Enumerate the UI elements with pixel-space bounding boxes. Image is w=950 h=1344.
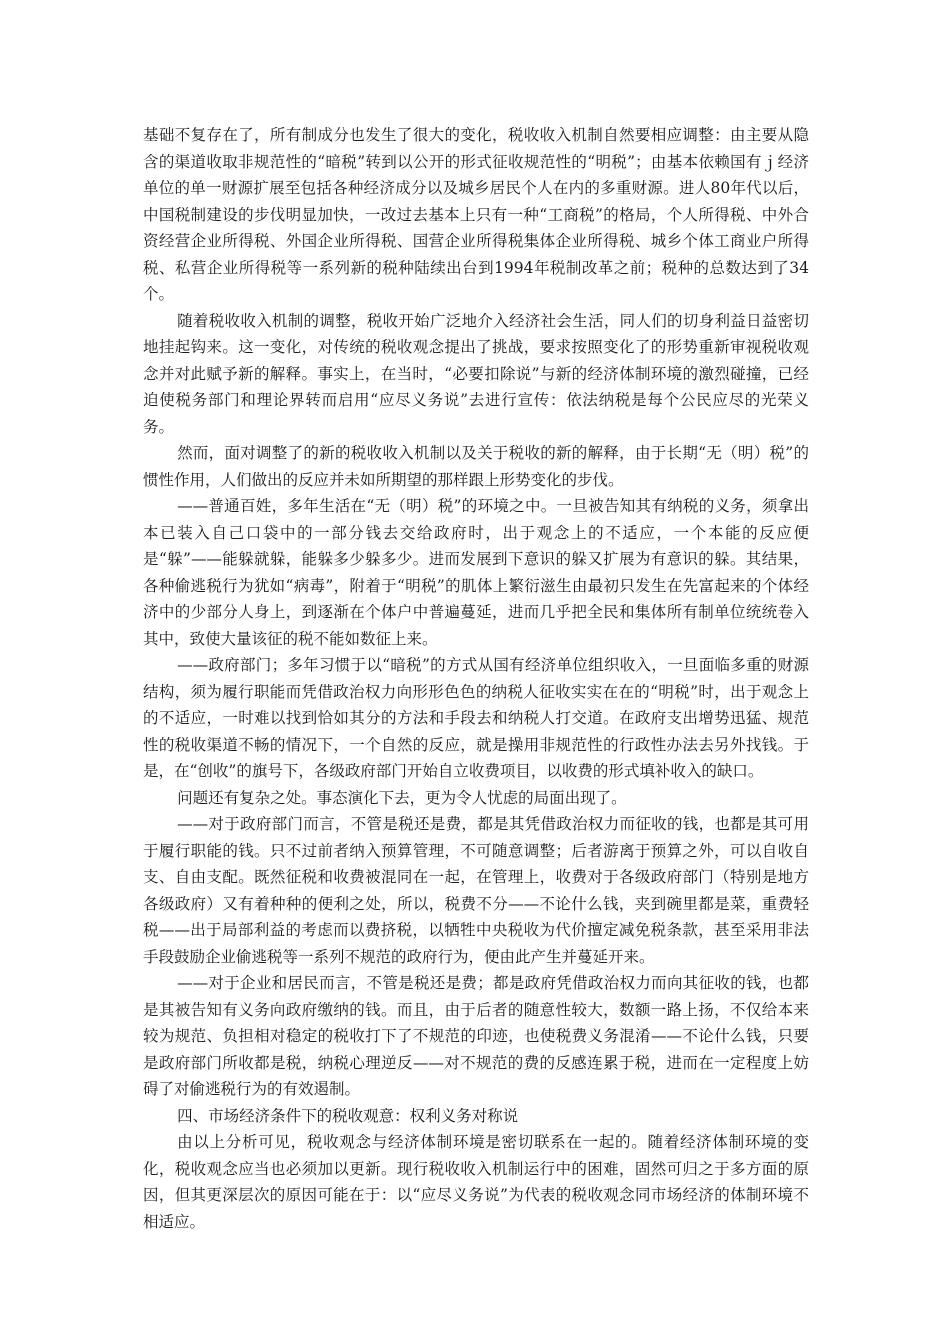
paragraph-7: ——对于政府部门而言，不管是税还是费，都是其凭借政治权力而征收的钱，也都是其可用于履行职能的钱。只不过前者纳入预算管理，不可随意调整；后者游离于预算之外，可以自收自支、自由支配。既然征税和收费被混同在一起，在管理上，收费对于各级政府部门（特别是地方各级政府）又有着种种的便利之处，所以，税费不分——不论什么钱，夹到碗里都是菜，重费轻税——出于局部利益的考虑而以费挤税，以牺牲中央税收为代价擅定减免税条款，甚至采用非法手段鼓励企业偷逃税等一系列不规范的政府行为，便由此产生并蔓延开来。: [143, 815, 809, 966]
paragraph-5: ——政府部门；多年习惯于以“暗税”的方式从国有经济单位组织收入，一旦面临多重的财源结构，须为履行职能而凭借政治权力向形形色色的纳税人征收实实在在的“明税”时，出于观念上的不适应，一时难以找到恰如其分的方法和手段去和纳税人打交道。在政府支出增势迅猛、规范性的税收渠道不畅的情况下，一个自然的反应，就是操用非规范性的行政性办法去另外找钱。于是，在“创收”的旗号下，各级政府部门开始自立收费项目，以收费的形式填补收入的缺口。: [143, 656, 809, 780]
paragraph-8: ——对于企业和居民而言，不管是税还是费；都是政府凭借政治权力而向其征收的钱，也都是其被告知有义务向政府缴纳的钱。而且，由于后者的随意性较大，数额一路上扬，不仅给本来较为规范、负担相对稳定的税收打下了不规范的印迹，也使税费义务混淆——不论什么钱，只要是政府部门所收都是税，纳税心理逆反——对不规范的费的反感连累于税，进而在一定程度上妨碍了对偷逃税行为的有效遏制。: [143, 974, 809, 1098]
paragraph-3: 然而，面对调整了的新的税收收入机制以及关于税收的新的解释，由于长期“无（明）税”的惯性作用，人们做出的反应并未如所期望的那样跟上形势变化的步伐。: [143, 444, 809, 489]
paragraph-6: 问题还有复杂之处。事态演化下去，更为令人忧虑的局面出现了。: [177, 788, 627, 807]
paragraph-9: 由以上分析可见，税收观念与经济体制环境是密切联系在一起的。随着经济体制环境的变化，税收观念应当也必须加以更新。现行税收收入机制运行中的困难，固然可归之于多方面的原因，但其更深层次的原因可能在于：以“应尽义务说”为代表的税收观念同市场经济的体制环境不相适应。: [143, 1133, 809, 1231]
paragraph-1: 基础不复存在了，所有制成分也发生了很大的变化，税收收入机制自然要相应调整：由主要从隐含的渠道收取非规范性的“暗税”转到以公开的形式征收规范性的“明税”；由基本依赖国有ｊ经济单位的单一财源扩展至包括各种经济成分以及城乡居民个人在内的多重财源。进人80年代以后，中国税制建设的步伐明显加快，一改过去基本上只有一种“工商税”的格局，个人所得税、中外合资经营企业所得税、外国企业所得税、国营企业所得税集体企业所得税、城乡个体工商业户所得税、私营企业所得税等一系列新的税种陆续出台到1994年税制改革之前；税种的总数达到了34个。: [143, 126, 809, 303]
section-heading: 四、市场经济条件下的税收观意：权利义务对称说: [177, 1106, 519, 1125]
document-body: [143, 122, 809, 1235]
paragraph-4: ——普通百姓，多年生活在“无（明）税”的环境之中。一旦被告知其有纳税的义务，须拿出本已装入自己口袋中的一部分钱去交给政府时，出于观念上的不适应，一个本能的反应便是“躲”——能躲就躲，能躲多少躲多少。进而发展到下意识的躲又扩展为有意识的躲。其结果，各种偷逃税行为犹如“病毒”，附着于“明税”的肌体上繁衍滋生由最初只发生在先富起来的个体经济中的少部分人身上，到逐渐在个体户中普遍蔓延，进而几乎把全民和集体所有制单位统统卷入其中，致使大量该征的税不能如数征上来。: [143, 497, 809, 648]
paragraph-2: 随着税收收入机制的调整，税收开始广泛地介入经济社会生活，同人们的切身利益日益密切地挂起钩来。这一变化，对传统的税收观念提出了挑战，要求按照变化了的形势重新审视税收观念并对此赋予新的解释。事实上，在当时，“必要扣除说”与新的经济体制环境的激烈碰撞，已经迫使税务部门和理论界转而启用“应尽义务说”去进行宣传：依法纳税是每个公民应尽的光荣义务。: [143, 311, 809, 436]
